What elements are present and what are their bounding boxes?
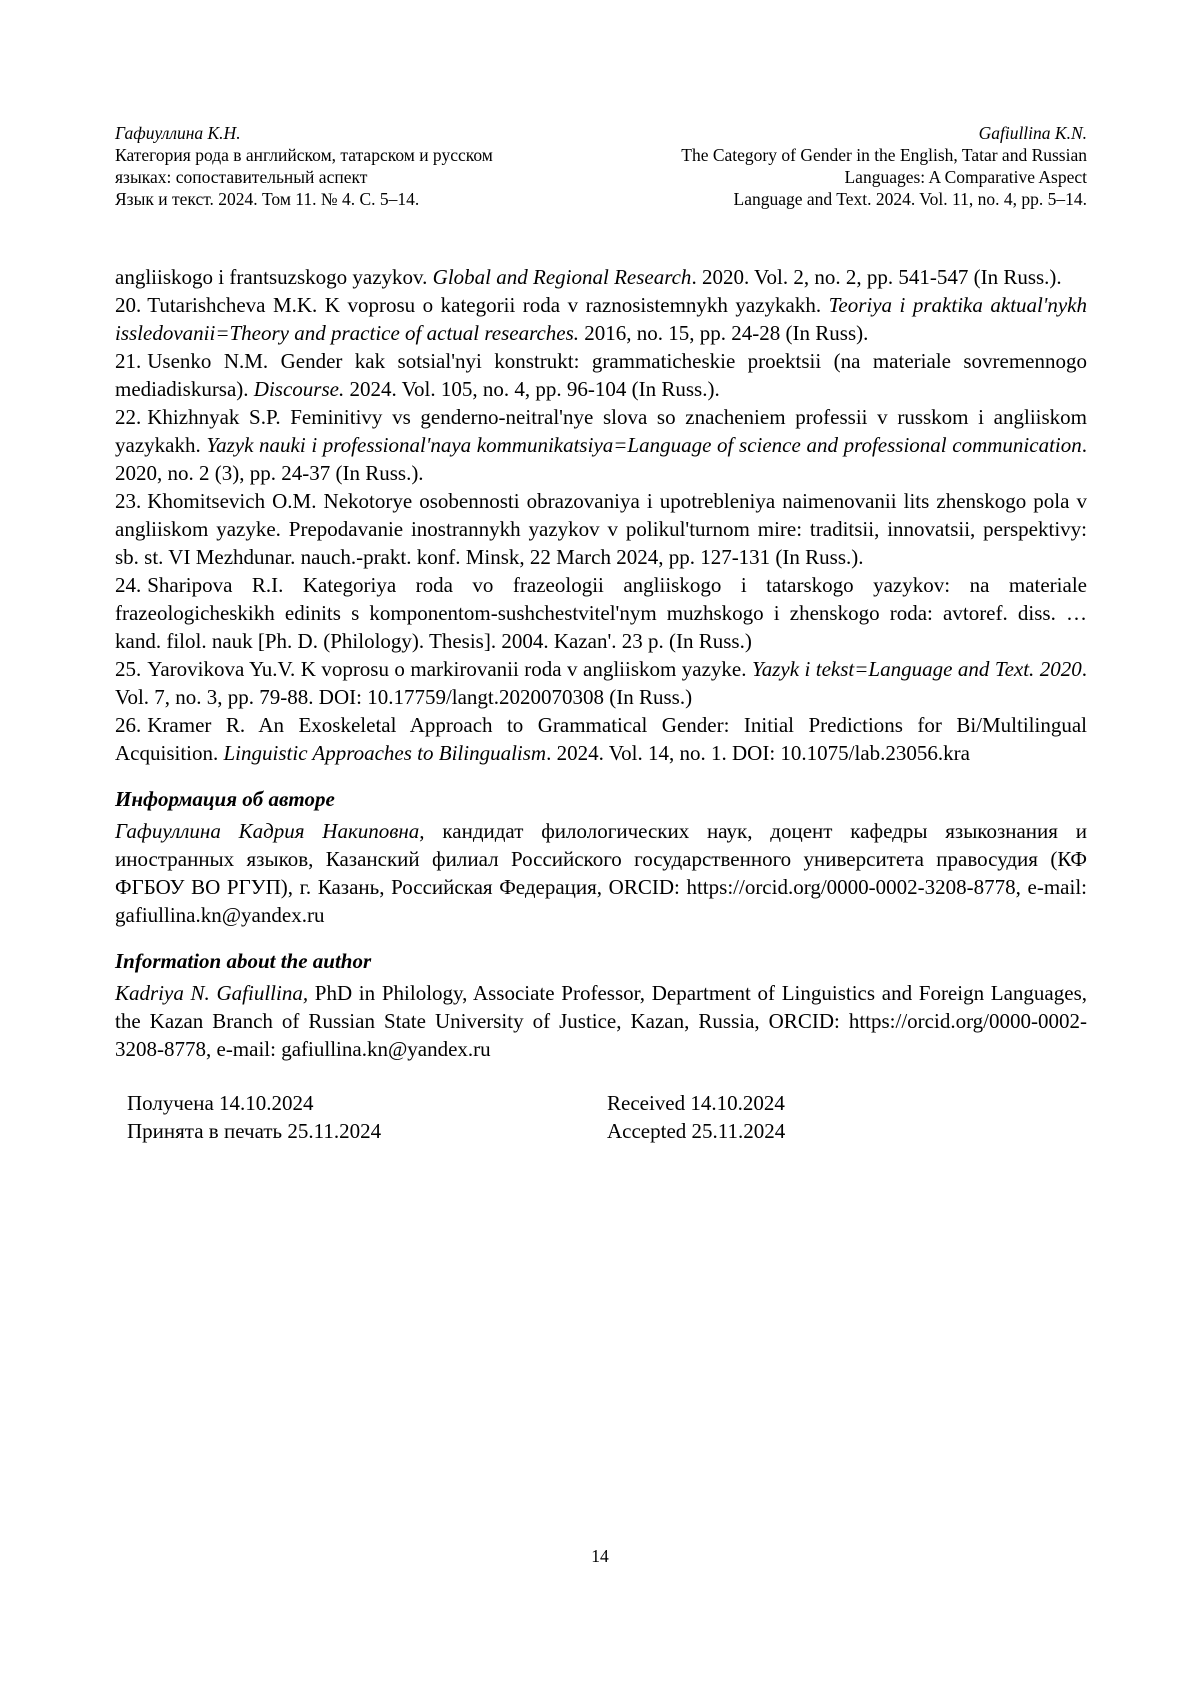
author-name-en: Kadriya N. Gafiullina, — [115, 981, 309, 1005]
reference-number: 23. — [115, 489, 142, 513]
reference-journal: Global and Regional Research — [432, 265, 692, 289]
header-title-en-line1: The Category of Gender in the English, Tatar and Russian — [681, 145, 1087, 165]
dates-ru — [127, 1089, 607, 1145]
reference-text: Sharipova R.I. Kategoriya roda vo frazeologii angliiskogo i tatarskogo yazykov: na materiale frazeologicheskikh edinits s komponentom-sushchestvitel'nym muzhskogo i zhenskogo roda: avtoref. diss. … kand. filol. nauk [Ph. D. (Philology). Thesis]. 2004. Kazan'. 23 p. (In Russ.) — [115, 573, 1087, 653]
reference-rest: . 2020, no. 2 (3), pp. 24-37 (In Russ.). — [115, 433, 1087, 485]
page-body — [115, 263, 1087, 1145]
reference-journal: Teoriya i praktika aktual'nykh issledovanii=Theory and practice of actual researches. — [115, 293, 1087, 345]
reference-rest: . 2020. Vol. 2, no. 2, pp. 541-547 (In Russ.). — [691, 265, 1062, 289]
accepted-date-en: Accepted 25.11.2024 — [607, 1119, 786, 1143]
reference-number: 20. — [115, 293, 142, 317]
reference-journal: Discourse. — [253, 377, 345, 401]
page-number: 14 — [591, 1546, 609, 1566]
received-date-ru: Получена 14.10.2024 — [127, 1091, 314, 1115]
header-title-ru-line2: языках: сопоставительный аспект — [115, 167, 368, 187]
reference-continued — [115, 263, 1087, 291]
received-date-en: Received 14.10.2024 — [607, 1091, 785, 1115]
header-citation-en: Language and Text. 2024. Vol. 11, no. 4, pp. 5–14. — [733, 189, 1087, 209]
reference-number: 21. — [115, 349, 142, 373]
reference-22 — [115, 403, 1087, 487]
reference-text: Khomitsevich O.M. Nekotorye osobennosti obrazovaniya i upotrebleniya naimenovanii lits zhenskogo pola v angliiskom yazyke. Prepodavanie inostrannykh yazykov v polikul'turnom mire: traditsii, innovatsii, perspektivy: sb. st. VI Mezhdunar. nauch.-prakt. konf. Minsk, 22 March 2024, pp. 127-131 (In Russ.). — [115, 489, 1087, 569]
header-title-en-line2: Languages: A Comparative Aspect — [844, 167, 1087, 187]
reference-rest: 2016, no. 15, pp. 24-28 (In Russ). — [579, 321, 869, 345]
submission-dates — [115, 1089, 1087, 1145]
dates-en — [607, 1089, 1087, 1145]
header-left — [115, 122, 585, 210]
author-info-heading-ru: Информация об авторе — [115, 787, 335, 811]
reference-number: 26. — [115, 713, 142, 737]
author-info-heading-en: Information about the author — [115, 949, 372, 973]
reference-rest: . Vol. 7, no. 3, pp. 79-88. DOI: 10.17759/langt.2020070308 (In Russ.) — [115, 657, 1088, 709]
author-details-en: PhD in Philology, Associate Professor, Department of Linguistics and Foreign Languages, the Kazan Branch of Russian State University of Justice, Kazan, Russia, ORCID: https://orcid.org/0000-0002-3208-8778, e-mail: gafiullina.kn@yandex.ru — [115, 981, 1087, 1061]
reference-25 — [115, 655, 1087, 711]
header-right — [607, 122, 1087, 210]
author-info-en — [115, 979, 1087, 1063]
reference-23 — [115, 487, 1087, 571]
author-name-ru: Гафиуллина Кадрия Накиповна, — [115, 819, 425, 843]
author-info-ru — [115, 817, 1087, 929]
reference-text: Kramer R. An Exoskeletal Approach to Grammatical Gender: Initial Predictions for Bi/Multilingual Acquisition. — [115, 713, 1087, 765]
header-citation-ru: Язык и текст. 2024. Том 11. № 4. С. 5–14. — [115, 189, 420, 209]
reference-number: 24. — [115, 573, 142, 597]
header-title-ru-line1: Категория рода в английском, татарском и русском — [115, 145, 493, 165]
reference-journal: Yazyk nauki i professional'naya kommunikatsiya=Language of science and professional communication — [206, 433, 1082, 457]
reference-journal: Linguistic Approaches to Bilingualism — [223, 741, 547, 765]
header-author-ru: Гафиуллина К.Н. — [115, 123, 241, 143]
author-details-ru: кандидат филологических наук, доцент кафедры языкознания и иностранных языков, Казанский филиал Российского государственного университета правосудия (КФ ФГБОУ ВО РГУП), г. Казань, Российская Федерация, ORCID: https://orcid.org/0000-0002-3208-8778, e-mail: gafiullina.kn@yandex.ru — [115, 819, 1087, 927]
running-header — [115, 122, 1087, 210]
reference-journal: Yazyk i tekst=Language and Text. 2020 — [751, 657, 1082, 681]
reference-number: 22. — [115, 405, 142, 429]
reference-text: Yarovikova Yu.V. K voprosu o markirovanii roda v angliiskom yazyke. — [147, 657, 752, 681]
reference-text: angliiskogo i frantsuzskogo yazykov. — [115, 265, 433, 289]
reference-24 — [115, 571, 1087, 655]
header-author-en: Gafiullina K.N. — [978, 123, 1087, 143]
reference-rest: 2024. Vol. 105, no. 4, pp. 96-104 (In Russ.). — [344, 377, 720, 401]
reference-text: Tutarishcheva M.K. K voprosu o kategorii roda v raznosistemnykh yazykakh. — [147, 293, 829, 317]
reference-20 — [115, 291, 1087, 347]
reference-number: 25. — [115, 657, 142, 681]
reference-rest: . 2024. Vol. 14, no. 1. DOI: 10.1075/lab.23056.kra — [546, 741, 970, 765]
accepted-date-ru: Принята в печать 25.11.2024 — [127, 1119, 382, 1143]
reference-21 — [115, 347, 1087, 403]
reference-text: Khizhnyak S.P. Feminitivy vs genderno-neitral'nye slova so znacheniem professii v russkom i angliiskom yazykakh. — [115, 405, 1087, 457]
reference-26 — [115, 711, 1087, 767]
reference-text: Usenko N.M. Gender kak sotsial'nyi konstrukt: grammaticheskie proektsii (na materiale sovremennogo mediadiskursa). — [115, 349, 1087, 401]
